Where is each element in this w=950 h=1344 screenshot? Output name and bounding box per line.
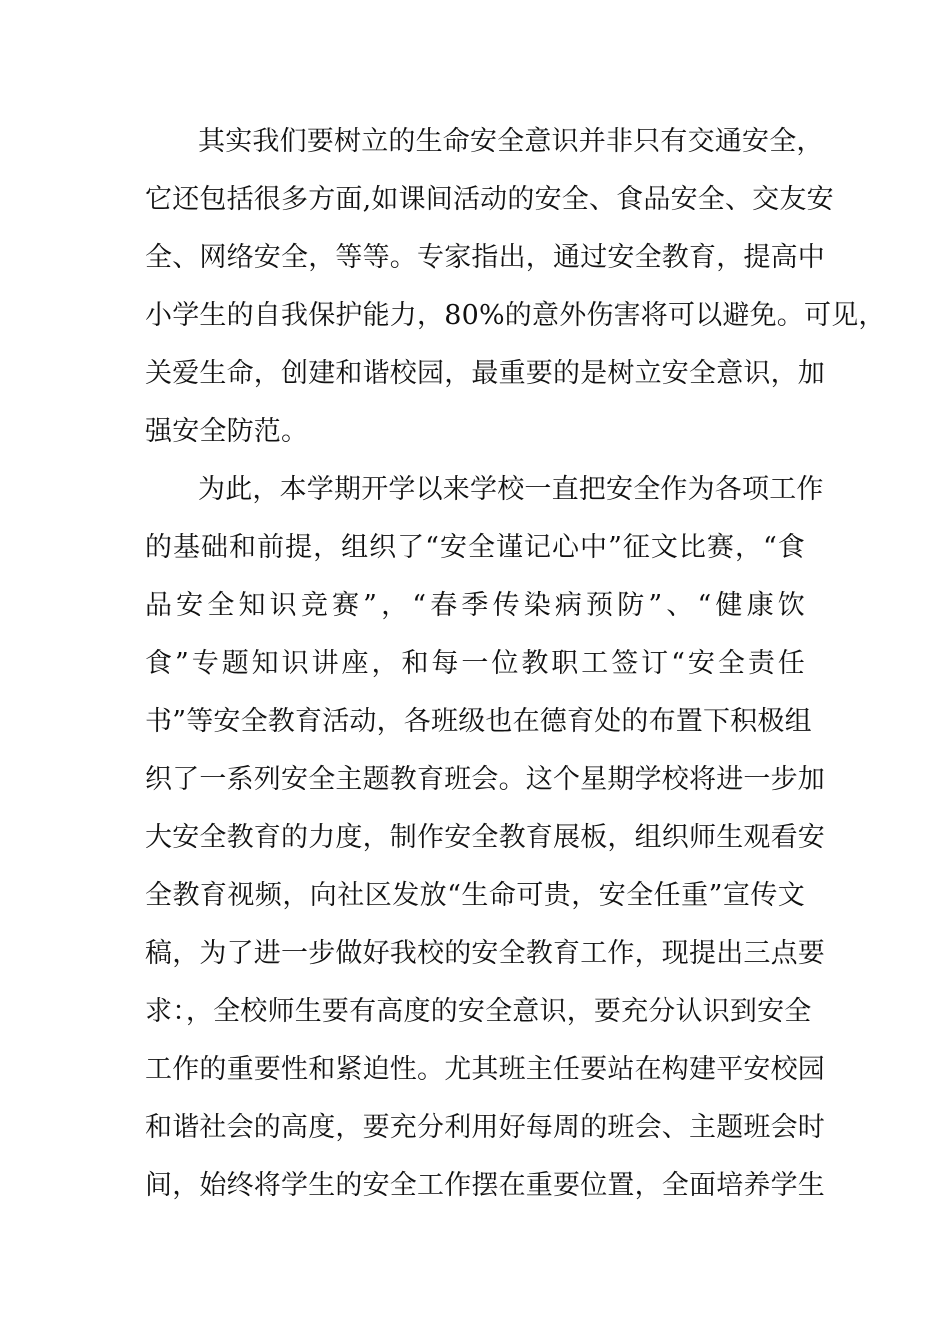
paragraph-2-line-13: 间，始终将学生的安全工作摆在重要位置，全面培养学生 xyxy=(145,1170,825,1201)
paragraph-2-line-10: 求：，全校师生要有高度的安全意识，要充分认识到安全 xyxy=(145,996,812,1027)
paragraph-2-line-6: 织了一系列安全主题教育班会。这个星期学校将进一步加 xyxy=(145,764,825,795)
paragraph-1-line-4: 小学生的自我保护能力，80%的意外伤害将可以避免。可见， xyxy=(145,300,886,331)
paragraph-2-line-8: 全教育视频，向社区发放“生命可贵，安全任重”宣传文 xyxy=(145,880,805,911)
paragraph-1-line-2: 它还包括很多方面,如课间活动的安全、食品安全、交友安 xyxy=(145,184,834,215)
paragraph-1-line-3: 全、网络安全，等等。专家指出，通过安全教育，提高中 xyxy=(145,242,825,273)
paragraph-2-line-3: 品安全知识竞赛”，“春季传染病预防”、“健康饮 xyxy=(145,590,805,621)
paragraph-1-line-6: 强安全防范。 xyxy=(145,416,309,447)
paragraph-2-line-1: 为此，本学期开学以来学校一直把安全作为各项工作 xyxy=(198,474,824,505)
paragraph-2-line-5: 书”等安全教育活动，各班级也在德育处的布置下积极组 xyxy=(145,706,812,737)
paragraph-2-line-12: 和谐社会的高度，要充分利用好每周的班会、主题班会时 xyxy=(145,1112,825,1143)
paragraph-1-line-5: 关爱生命，创建和谐校园，最重要的是树立安全意识，加 xyxy=(145,358,825,389)
paragraph-1-line-1: 其实我们要树立的生命安全意识并非只有交通安全， xyxy=(198,126,824,157)
paragraph-2-line-4: 食”专题知识讲座，和每一位教职工签订“安全责任 xyxy=(145,648,805,679)
paragraph-2-line-2: 的基础和前提，组织了“安全谨记心中”征文比赛，“食 xyxy=(145,532,805,563)
paragraph-2-line-9: 稿，为了进一步做好我校的安全教育工作，现提出三点要 xyxy=(145,938,825,969)
paragraph-2-line-7: 大安全教育的力度，制作安全教育展板，组织师生观看安 xyxy=(145,822,825,853)
paragraph-2-line-11: 工作的重要性和紧迫性。尤其班主任要站在构建平安校园 xyxy=(145,1054,825,1085)
